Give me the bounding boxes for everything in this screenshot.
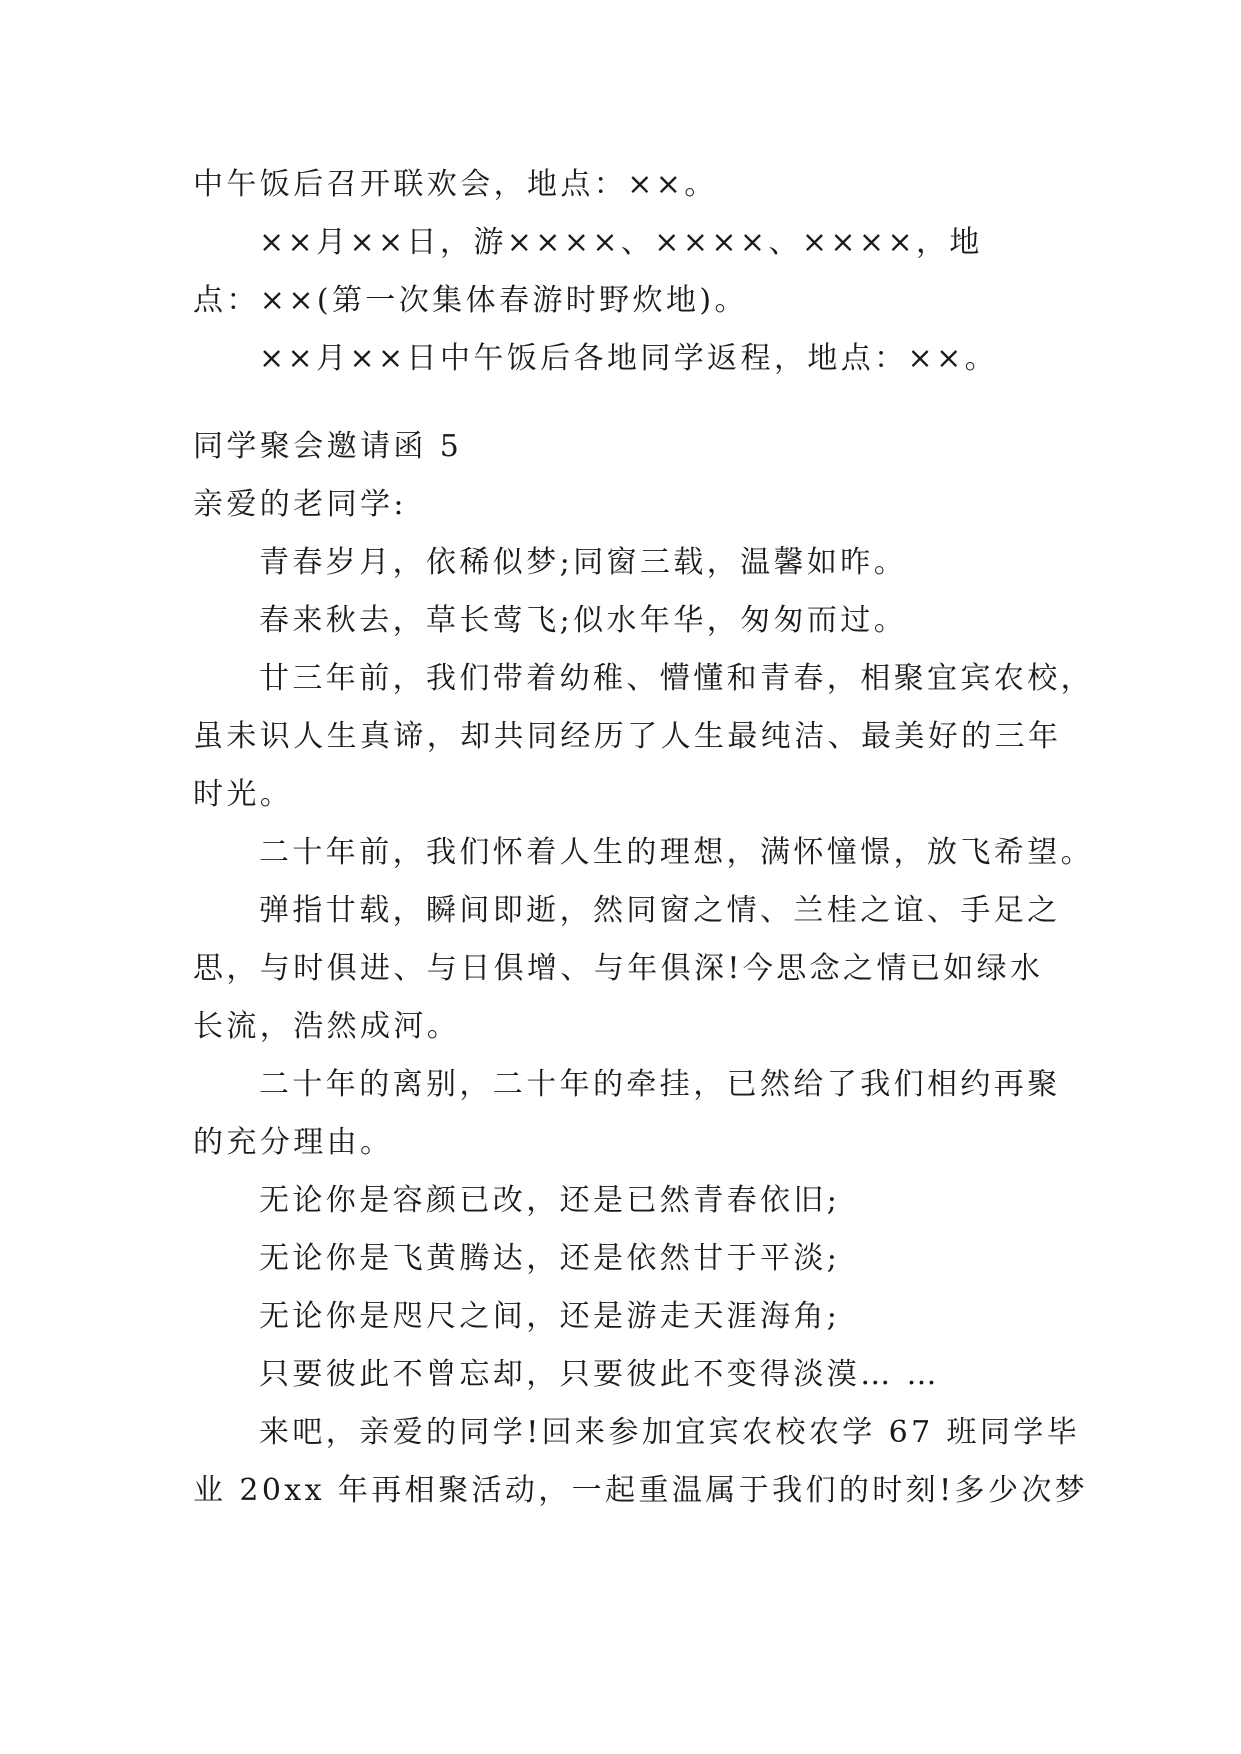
paragraph-line: 业 20xx 年再相聚活动，一起重温属于我们的时刻!多少次梦 xyxy=(193,1473,1089,1508)
paragraph-line: 无论你是咫尺之间，还是游走天涯海角; xyxy=(259,1299,841,1334)
paragraph-line: 青春岁月，依稀似梦;同窗三载，温馨如昨。 xyxy=(259,545,908,580)
paragraph-line: 无论你是飞黄腾达，还是依然甘于平淡; xyxy=(259,1241,841,1276)
paragraph-line: 中午饭后召开联欢会，地点：××。 xyxy=(193,167,718,202)
paragraph-line: 虽未识人生真谛，却共同经历了人生最纯洁、最美好的三年 xyxy=(193,719,1062,754)
paragraph-line: 二十年的离别，二十年的牵挂，已然给了我们相约再聚 xyxy=(259,1067,1061,1102)
paragraph-line: 来吧，亲爱的同学!回来参加宜宾农校农学 67 班同学毕 xyxy=(259,1415,1081,1450)
paragraph-line: 廿三年前，我们带着幼稚、懵懂和青春，相聚宜宾农校， xyxy=(259,661,1094,696)
paragraph-line: 弹指廿载，瞬间即逝，然同窗之情、兰桂之谊、手足之 xyxy=(259,893,1061,928)
paragraph-line: 思，与时俱进、与日俱增、与年俱深!今思念之情已如绿水 xyxy=(193,951,1044,986)
paragraph-line: 春来秋去，草长莺飞;似水年华，匆匆而过。 xyxy=(259,603,908,638)
greeting: 亲爱的老同学: xyxy=(193,487,407,522)
paragraph-line: 长流，浩然成河。 xyxy=(193,1009,461,1044)
paragraph-line: 点：××(第一次集体春游时野炊地)。 xyxy=(193,283,748,318)
paragraph-line: ××月××日，游××××、××××、××××，地 xyxy=(259,225,983,260)
paragraph-line: 只要彼此不曾忘却，只要彼此不变得淡漠… … xyxy=(259,1357,940,1392)
paragraph-line: 无论你是容颜已改，还是已然青春依旧; xyxy=(259,1183,841,1218)
paragraph-line: 二十年前，我们怀着人生的理想，满怀憧憬，放飞希望。 xyxy=(259,835,1094,870)
paragraph-line: 时光。 xyxy=(193,777,294,812)
document-body xyxy=(193,156,1094,1520)
section-title: 同学聚会邀请函 5 xyxy=(193,429,463,464)
paragraph-line: ××月××日中午饭后各地同学返程，地点：××。 xyxy=(259,341,999,376)
paragraph-line: 的充分理由。 xyxy=(193,1125,394,1160)
section-spacer xyxy=(193,388,1055,418)
